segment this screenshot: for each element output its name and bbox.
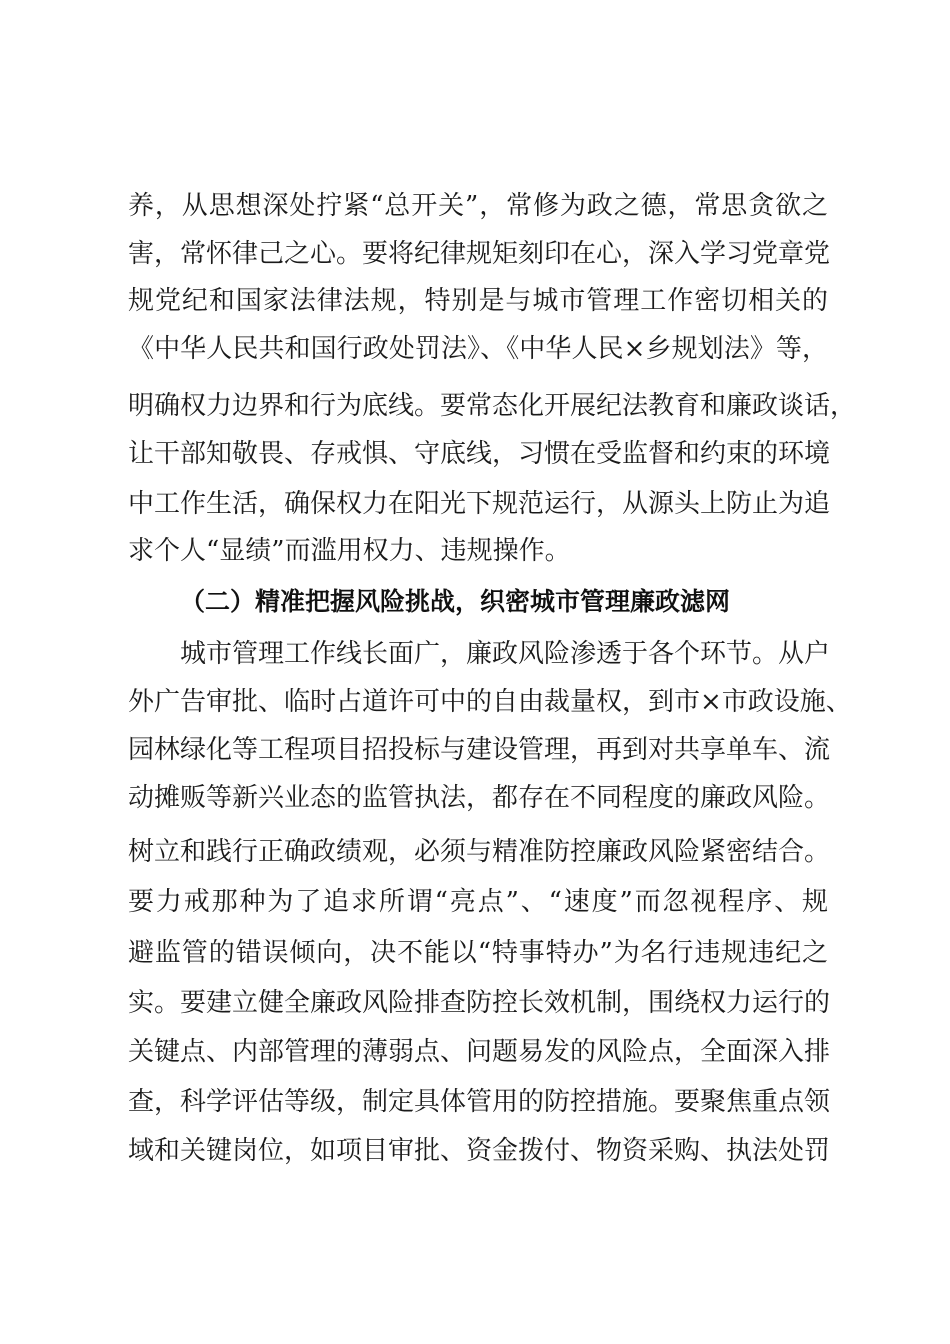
paragraph-line: 域和关键岗位，如项目审批、资金拨付、物资采购、执法处罚: [128, 1136, 831, 1166]
paragraph-line: 《中华人民共和国行政处罚法》、《中华人民×乡规划法》等，: [128, 334, 828, 364]
paragraph-line: 要力戒那种为了追求所谓“亮点”、“速度”而忽视程序、规: [128, 887, 828, 917]
paragraph-line: 实。要建立健全廉政风险排查防控长效机制，围绕权力运行的: [128, 988, 831, 1018]
paragraph-line: 外广告审批、临时占道许可中的自由裁量权，到市×市政设施、: [128, 687, 852, 717]
paragraph-line: 查，科学评估等级，制定具体管用的防控措施。要聚焦重点领: [128, 1087, 831, 1117]
paragraph-line: 让干部知敬畏、存戒惧、守底线，习惯在受监督和约束的环境: [128, 439, 831, 469]
paragraph-line: 动摊贩等新兴业态的监管执法，都存在不同程度的廉政风险。: [128, 783, 831, 813]
section-heading: （二）精准把握风险挑战，织密城市管理廉政滤网: [180, 587, 731, 616]
paragraph-line: 关键点、内部管理的薄弱点、问题易发的风险点，全面深入排: [128, 1037, 831, 1067]
paragraph-line: 规党纪和国家法律法规，特别是与城市管理工作密切相关的: [128, 286, 828, 316]
paragraph-line: 中工作生活，确保权力在阳光下规范运行，从源头上防止为追: [128, 489, 831, 519]
paragraph-line: 害，常怀律己之心。要将纪律规矩刻印在心，深入学习党章党: [128, 239, 831, 269]
paragraph-line: 明确权力边界和行为底线。要常态化开展纪法教育和廉政谈话，: [128, 391, 857, 421]
paragraph-line: 养，从思想深处拧紧“总开关”，常修为政之德，常思贪欲之: [128, 191, 828, 221]
paragraph-line: 树立和践行正确政绩观，必须与精准防控廉政风险紧密结合。: [128, 837, 831, 867]
paragraph-line: 园林绿化等工程项目招投标与建设管理，再到对共享单车、流: [128, 735, 831, 765]
paragraph-line: 城市管理工作线长面广，廉政风险渗透于各个环节。从户: [180, 639, 831, 669]
paragraph-line: 求个人“显绩”而滥用权力、违规操作。: [128, 536, 571, 566]
paragraph-line: 避监管的错误倾向，决不能以“特事特办”为名行违规违纪之: [128, 938, 828, 968]
